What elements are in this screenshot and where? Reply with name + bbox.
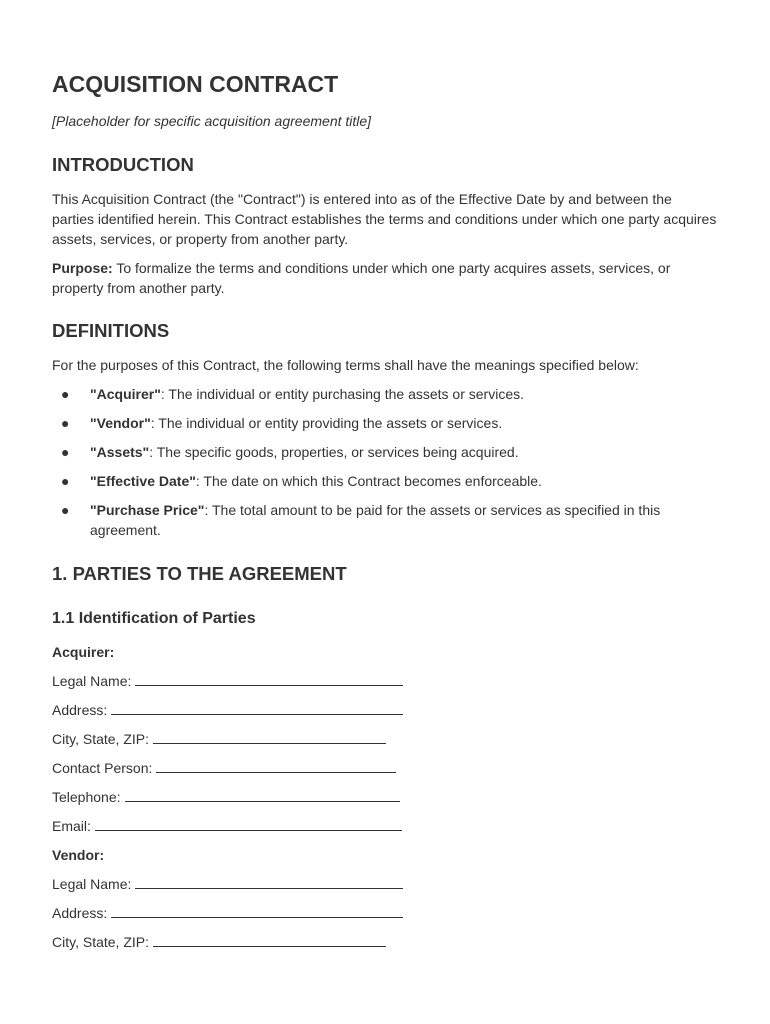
definition-term: "Assets"	[90, 444, 150, 460]
acquirer-email-field[interactable]	[52, 816, 402, 836]
bullet-icon: ●	[61, 444, 70, 460]
definition-text: : The specific goods, properties, or services being acquired.	[149, 444, 519, 460]
acquirer-label: Acquirer:	[52, 644, 115, 660]
fill-in-blank[interactable]	[135, 671, 403, 686]
fill-in-blank[interactable]	[111, 700, 403, 715]
introduction-heading: INTRODUCTION	[52, 154, 194, 175]
definition-text: : The total amount to be paid for the assets or services as specified in this agreement.	[90, 502, 661, 538]
section-1-heading: 1. PARTIES TO THE AGREEMENT	[52, 563, 347, 584]
field-label: Email:	[52, 818, 91, 834]
section-1-1-heading: 1.1 Identification of Parties	[52, 610, 256, 627]
fill-in-blank[interactable]	[153, 729, 386, 744]
purpose-paragraph	[52, 258, 717, 298]
field-label: Legal Name:	[52, 673, 132, 689]
definition-term: "Effective Date"	[90, 473, 196, 489]
introduction-paragraph: This Acquisition Contract (the "Contract") is entered into as of the Effective Date by and between the parties identified herein. This Contract establishes the terms and conditions under which one party acquires assets, services, or property from another party.	[52, 191, 717, 247]
bullet-icon: ●	[61, 473, 70, 489]
vendor-legal-name-field[interactable]	[52, 874, 403, 894]
field-label: Address:	[52, 702, 108, 718]
definition-term: "Purchase Price"	[90, 502, 205, 518]
bullet-icon: ●	[61, 502, 70, 518]
field-label: City, State, ZIP:	[52, 934, 149, 950]
definition-text: : The individual or entity providing the assets or services.	[150, 415, 503, 431]
acquirer-contact-person-field[interactable]	[52, 758, 396, 778]
bullet-icon: ●	[61, 386, 70, 402]
definition-term: "Acquirer"	[90, 386, 161, 402]
fill-in-blank[interactable]	[135, 874, 403, 889]
fill-in-blank[interactable]	[125, 787, 400, 802]
fill-in-blank[interactable]	[111, 903, 403, 918]
definition-text: : The date on which this Contract becomes enforceable.	[195, 473, 542, 489]
vendor-label: Vendor:	[52, 847, 105, 863]
acquirer-address-field[interactable]	[52, 700, 403, 720]
fill-in-blank[interactable]	[153, 932, 386, 947]
fill-in-blank[interactable]	[95, 816, 402, 831]
acquirer-city-state-zip-field[interactable]	[52, 729, 386, 749]
purpose-label: Purpose:	[52, 260, 113, 276]
definitions-heading: DEFINITIONS	[52, 320, 170, 341]
definition-term: "Vendor"	[90, 415, 151, 431]
vendor-city-state-zip-field[interactable]	[52, 932, 386, 952]
document-title: ACQUISITION CONTRACT	[52, 71, 339, 97]
document-subtitle: [Placeholder for specific acquisition agreement title]	[52, 113, 372, 129]
field-label: Legal Name:	[52, 876, 132, 892]
purpose-text: To formalize the terms and conditions under which one party acquires assets, services, or property from another party.	[52, 260, 671, 296]
acquirer-legal-name-field[interactable]	[52, 671, 403, 691]
field-label: Telephone:	[52, 789, 121, 805]
field-label: Address:	[52, 905, 108, 921]
acquirer-telephone-field[interactable]	[52, 787, 400, 807]
definitions-intro: For the purposes of this Contract, the following terms shall have the meanings specified below:	[52, 357, 639, 373]
definition-text: : The individual or entity purchasing the assets or services.	[160, 386, 525, 402]
field-label: Contact Person:	[52, 760, 153, 776]
fill-in-blank[interactable]	[156, 758, 396, 773]
bullet-icon: ●	[61, 415, 70, 431]
field-label: City, State, ZIP:	[52, 731, 149, 747]
vendor-address-field[interactable]	[52, 903, 403, 923]
